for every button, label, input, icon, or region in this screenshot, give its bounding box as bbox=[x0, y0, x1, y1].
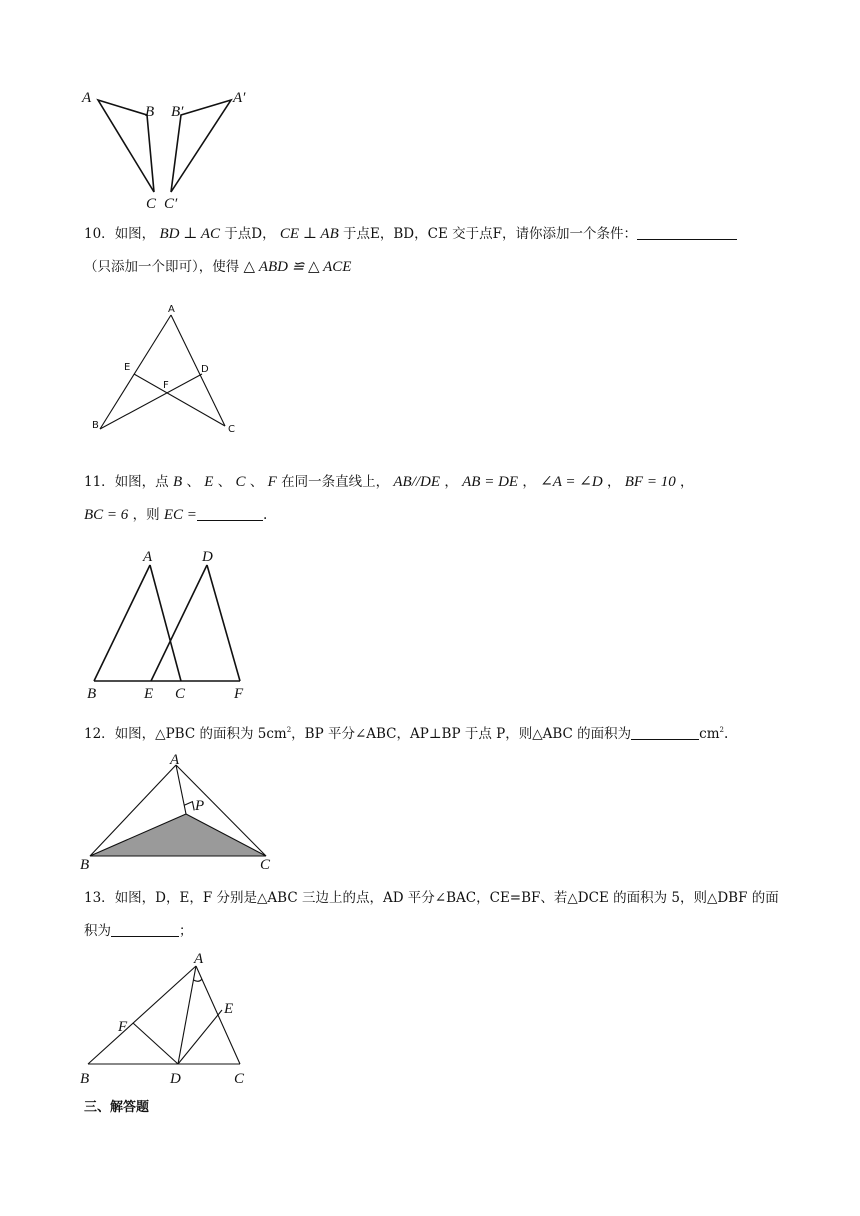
q10-text-1: 如图， bbox=[114, 226, 156, 242]
q11-comma-4: ， bbox=[675, 474, 694, 490]
label-a: A bbox=[143, 549, 153, 565]
q12-text-3: cm bbox=[699, 726, 720, 742]
shaded-triangle-pbc bbox=[90, 814, 266, 856]
label-d: D bbox=[201, 364, 209, 375]
q13-text-2: 积为 bbox=[84, 923, 111, 939]
question-number: 12． bbox=[84, 726, 115, 742]
q13-text-1: 如图，D，E，F 分别是△ABC 三边上的点，AD 平分∠BAC，CE=BF、若△DCE 的面积为 5，则△DBF 的面 bbox=[114, 890, 779, 906]
answer-blank[interactable] bbox=[631, 725, 699, 740]
q12-text-1: 如图，△PBC 的面积为 5cm bbox=[114, 726, 287, 742]
label-e: E bbox=[224, 1001, 234, 1017]
figure-q9 bbox=[70, 80, 270, 220]
section-heading: 三、解答题 bbox=[84, 1100, 150, 1115]
q11-math-6: EC = bbox=[163, 507, 197, 523]
figure-q11 bbox=[80, 545, 260, 705]
figure-q10 bbox=[88, 302, 248, 442]
question-11-line-1 bbox=[84, 466, 784, 499]
label-d: D bbox=[202, 549, 213, 565]
label-d: D bbox=[170, 1071, 181, 1087]
label-b: B bbox=[87, 686, 97, 702]
q12-text-2: ，BP 平分∠ABC，AP⊥BP 于点 P，则△ABC 的面积为 bbox=[291, 726, 632, 742]
angle-mark bbox=[194, 979, 203, 981]
label-p: P bbox=[195, 798, 205, 814]
figure-q13 bbox=[74, 944, 274, 1094]
q13-end: ； bbox=[179, 923, 193, 939]
question-10-line-2 bbox=[84, 251, 784, 284]
q11-comma-2: ， bbox=[518, 474, 536, 490]
label-c: C bbox=[146, 196, 157, 212]
label-f: F bbox=[234, 686, 244, 702]
q11-math-3: ∠A = ∠D bbox=[540, 474, 603, 490]
q10-text-4: （只添加一个即可），使得 bbox=[84, 259, 244, 275]
answer-blank[interactable] bbox=[637, 225, 737, 240]
question-number: 10． bbox=[84, 226, 115, 242]
q11-sep-3: 、 bbox=[245, 474, 268, 490]
q11-text-3: ，则 bbox=[128, 507, 164, 523]
question-12-line-1 bbox=[84, 714, 784, 751]
q12-sup-2: 2 bbox=[719, 726, 724, 734]
q12-end: . bbox=[723, 726, 729, 742]
q11-sep-1: 、 bbox=[182, 474, 205, 490]
q11-text-2: 在同一条直线上， bbox=[276, 474, 390, 490]
label-b: B bbox=[145, 104, 155, 120]
q11-end: . bbox=[262, 507, 268, 523]
label-c: C bbox=[175, 686, 186, 702]
label-c-prime: C′ bbox=[164, 196, 178, 212]
q11-point-c: C bbox=[235, 474, 246, 490]
label-a: A bbox=[168, 304, 175, 315]
label-f: F bbox=[163, 380, 169, 391]
question-13-line-1 bbox=[84, 882, 784, 915]
label-a: A bbox=[194, 951, 204, 967]
label-c: C bbox=[228, 424, 235, 435]
question-number: 11． bbox=[84, 474, 115, 490]
q11-point-b: B bbox=[172, 474, 183, 490]
label-a-prime: A′ bbox=[233, 90, 246, 106]
label-a: A bbox=[170, 752, 180, 768]
label-b-prime: B′ bbox=[171, 104, 184, 120]
q11-point-f: F bbox=[267, 474, 277, 490]
q10-text-2: 于点D， bbox=[219, 226, 276, 242]
question-13 bbox=[84, 882, 784, 948]
answer-blank[interactable] bbox=[111, 922, 179, 937]
question-12 bbox=[84, 714, 784, 751]
figure-q12 bbox=[80, 752, 280, 877]
question-10 bbox=[84, 218, 784, 284]
question-number: 13． bbox=[84, 890, 115, 906]
q11-text-1: 如图，点 bbox=[114, 474, 173, 490]
label-b: B bbox=[80, 1071, 90, 1087]
q11-math-4: BF = 10 bbox=[624, 474, 676, 490]
label-a: A bbox=[82, 90, 92, 106]
q11-math-5: BC = 6 bbox=[84, 507, 129, 523]
label-c: C bbox=[234, 1071, 245, 1087]
q11-comma-1: ， bbox=[440, 474, 458, 490]
question-11-line-2 bbox=[84, 499, 784, 532]
q11-comma-3: ， bbox=[602, 474, 621, 490]
q10-text-3: 于点E，BD，CE 交于点F，请你添加一个条件： bbox=[338, 226, 637, 242]
answer-blank[interactable] bbox=[197, 506, 263, 521]
label-b: B bbox=[92, 420, 99, 431]
q11-math-1: AB//DE bbox=[393, 474, 441, 490]
label-e: E bbox=[144, 686, 154, 702]
label-c: C bbox=[260, 857, 271, 873]
q10-math-2: CE ⊥ AB bbox=[279, 226, 339, 242]
q10-math-3: △ ABD ≌ △ ACE bbox=[243, 259, 352, 275]
q11-point-e: E bbox=[204, 474, 214, 490]
question-11 bbox=[84, 466, 784, 532]
label-f: F bbox=[118, 1019, 128, 1035]
q11-sep-2: 、 bbox=[213, 474, 236, 490]
right-angle-mark bbox=[184, 802, 194, 811]
label-e: E bbox=[124, 362, 131, 373]
q12-sup-1: 2 bbox=[286, 726, 292, 734]
label-b: B bbox=[80, 857, 90, 873]
q11-math-2: AB = DE bbox=[462, 474, 519, 490]
q10-math-1: BD ⊥ AC bbox=[159, 226, 220, 242]
question-10-line-1 bbox=[84, 218, 784, 251]
